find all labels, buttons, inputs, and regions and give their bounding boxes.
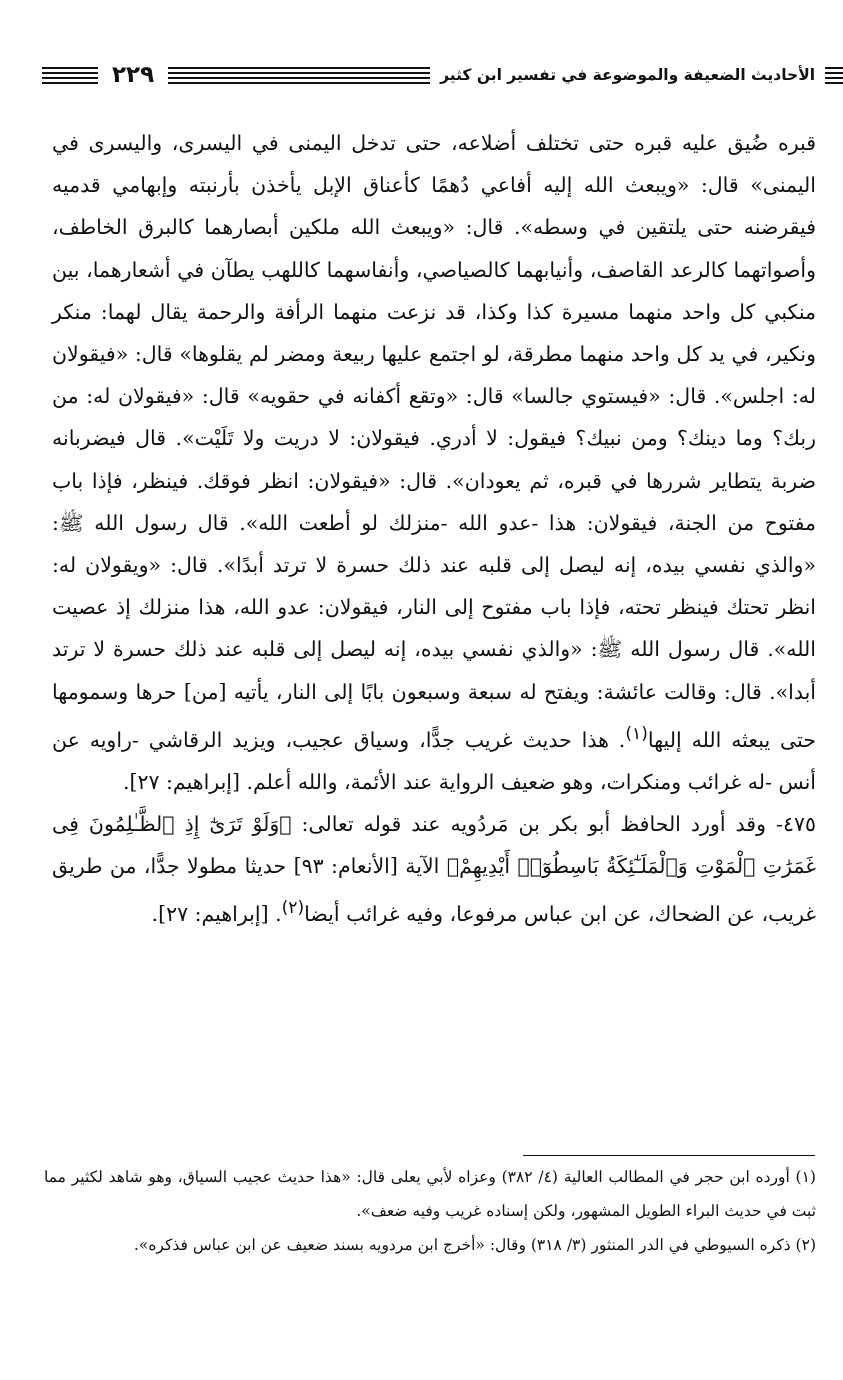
paragraph-hadith-475 xyxy=(52,803,816,935)
footnote-1: (١) أورده ابن حجر في المطالب العالية (٤/ ٣٨٢) وعزاه لأبي يعلى قال: «هذا حديث عجيب السياق، وهو شاهد لكثير مما ثبت في حديث البراء الطويل المشهور، ولكن إسناده غريب وفيه ضعف». xyxy=(44,1168,816,1220)
header-rule-left xyxy=(42,67,98,84)
paragraph-text: قبره ضُيق عليه قبره حتى تختلف أضلاعه، حتى تدخل اليمنى في اليسرى، واليسرى في اليمنى» قال: «ويبعث الله إليه أفاعي دُهمًا كأعناق الإبل يأخذن بأرنبته وإبهامي قدميه فيقرضنه حتى يلتقين في وسطه». قال: «ويبعث الله ملكين أبصارهما كالبرق الخاطف، وأصواتهما كالرعد القاصف، وأنيابهما كالصياصي، وأنفاسهما كاللهب يطآن في أشعارهما، بين منكبي كل واحد منهما مسيرة كذا وكذا، قد نزعت منهما الرأفة والرحمة يقال لهما: منكر ونكير، في يد كل واحد منهما مطرقة، لو اجتمع عليها ربيعة ومضر لم يقلوها» قال: «فيقولان له: اجلس». قال: «فيستوي جالسا» قال: «وتقع أكفانه في حقويه» قال: «فيقولان له: من ربك؟ وما دينك؟ ومن نبيك؟ فيقول: لا أدري. فيقولان: لا دريت ولا تَلَيْت». قال فيضربانه ضربة يتطاير شررها في قبره، ثم يعودان». قال: «فيقولان: انظر فوقك. فينظر، فإذا باب مفتوح من الجنة، فيقولان: هذا -عدو الله -منزلك لو أطعت الله». قال رسول الله ﷺ: «والذي نفسي بيده، إنه ليصل إلى قلبه عند ذلك حسرة لا ترتد أبدًا». قال: «ويقولان له: انظر تحتك فينظر تحته، فإذا باب مفتوح إلى النار، فيقولان: عدو الله، هذا منزلك إذ عصيت الله». قال رسول الله ﷺ: «والذي نفسي بيده، إنه ليصل إلى قلبه عند ذلك حسرة لا ترتد أبدا». قال: وقالت عائشة: ويفتح له سبعة وسبعون بابًا إلى النار، يأتيه [من] حرها وسمومها حتى يبعثه الله إليها xyxy=(52,131,816,752)
body-text xyxy=(52,122,816,936)
paragraph-hadith-474 xyxy=(52,122,816,803)
paragraph-text: ٤٧٥- وقد أورد الحافظ أبو بكر بن مَردُويه عند قوله تعالى: ﴿وَلَوْ تَرَىٰٓ إِذِ ٱلظَّـٰلِمُونَ فِى غَمَرَٰتِ ٱلْمَوْتِ وَٱلْمَلَـٰٓئِكَةُ بَاسِطُوٓا۟ أَيْدِيهِمْ﴾ الآية [الأنعام: ٩٣] حديثا مطولا جدًّا، من طريق غريب، عن الضحاك، عن ابن عباس مرفوعا، وفيه غرائب أيضا xyxy=(52,812,817,927)
footnote-2: (٢) ذكره السيوطي في الدر المنثور (٣/ ٣١٨) وقال: «أخرج ابن مردويه بسند ضعيف عن ابن عباس فذكره». xyxy=(133,1236,816,1254)
footnote-ref-1: (١) xyxy=(625,723,648,744)
footnote-ref-2: (٢) xyxy=(281,898,305,919)
paragraph-tail: . هذا حديث غريب جدًّا، وسياق عجيب، ويزيد الرقاشي -راويه عن أنس -له غرائب ومنكرات، وهو ضعيف الرواية عند الأئمة، والله أعلم. [إبراهيم: ٢٧]. xyxy=(52,727,816,794)
paragraph-tail: . [إبراهيم: ٢٧]. xyxy=(151,902,282,927)
footnote-divider xyxy=(523,1155,815,1156)
header-rule-right xyxy=(825,67,843,84)
footnotes xyxy=(44,1160,816,1262)
page-number: ٢٢٩ xyxy=(112,62,155,88)
running-title: الأحاديث الضعيفة والموضوعة في تفسير ابن كثير xyxy=(440,66,816,84)
header-rule-middle xyxy=(168,67,430,84)
running-header xyxy=(42,58,822,92)
